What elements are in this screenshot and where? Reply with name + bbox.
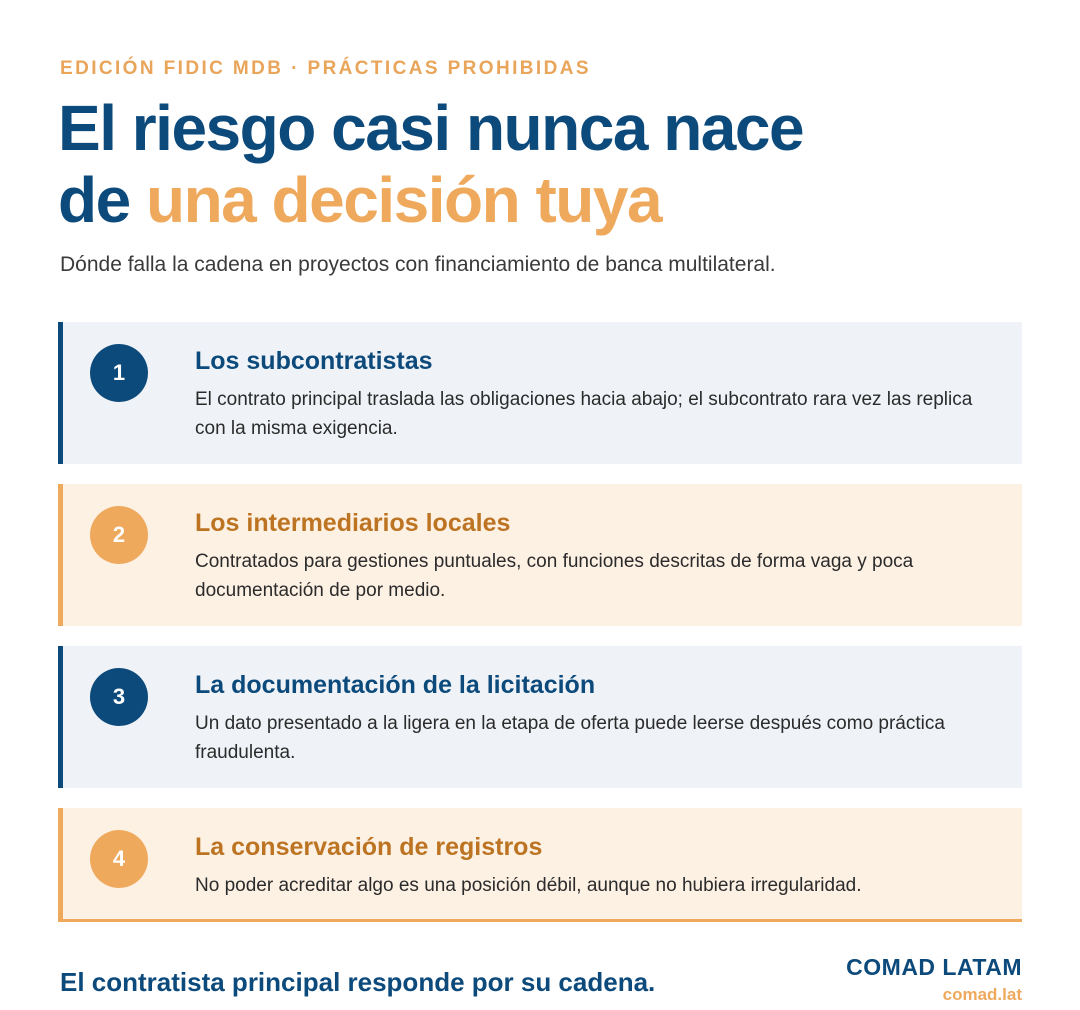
title-line-1: El riesgo casi nunca nace [58, 92, 804, 164]
title-line-2-prefix: de [58, 164, 146, 236]
card-body: No poder acreditar algo es una posición débil, aunque no hubiera irregularidad. [195, 875, 862, 896]
card-body: Contratados para gestiones puntuales, con funciones descritas de forma vaga y poca documentación de por medio. [195, 551, 914, 601]
risk-list [58, 322, 1022, 922]
number-badge: 2 [90, 506, 148, 564]
brand-block [846, 954, 1022, 1005]
risk-card-intermediarios [58, 484, 1022, 626]
risk-card-subcontratistas [58, 322, 1022, 464]
card-title: La conservación de registros [195, 833, 543, 861]
card-body: Un dato presentado a la ligera en la etapa de oferta puede leerse después como práctica fraudulenta. [195, 713, 945, 763]
number-badge: 1 [90, 344, 148, 402]
card-body: El contrato principal traslada las obligaciones hacia abajo; el subcontrato rara vez las replica con la misma exigencia. [195, 389, 973, 439]
kicker: EDICIÓN FIDIC MDB · PRÁCTICAS PROHIBIDAS [60, 58, 591, 79]
subtitle: Dónde falla la cadena en proyectos con financiamiento de banca multilateral. [60, 253, 776, 276]
card-title: La documentación de la licitación [195, 671, 596, 699]
risk-card-registros [58, 808, 1022, 922]
risk-card-documentacion [58, 646, 1022, 788]
brand-name: COMAD LATAM [846, 954, 1022, 980]
number-badge: 4 [90, 830, 148, 888]
title-line-2-accent: una decisión tuya [145, 164, 662, 236]
brand-url: comad.lat [942, 985, 1022, 1004]
card-title: Los intermediarios locales [195, 509, 511, 537]
number-badge: 3 [90, 668, 148, 726]
card-title: Los subcontratistas [195, 347, 433, 375]
footer-tagline: El contratista principal responde por su cadena. [60, 967, 656, 997]
page-title [58, 92, 1038, 236]
